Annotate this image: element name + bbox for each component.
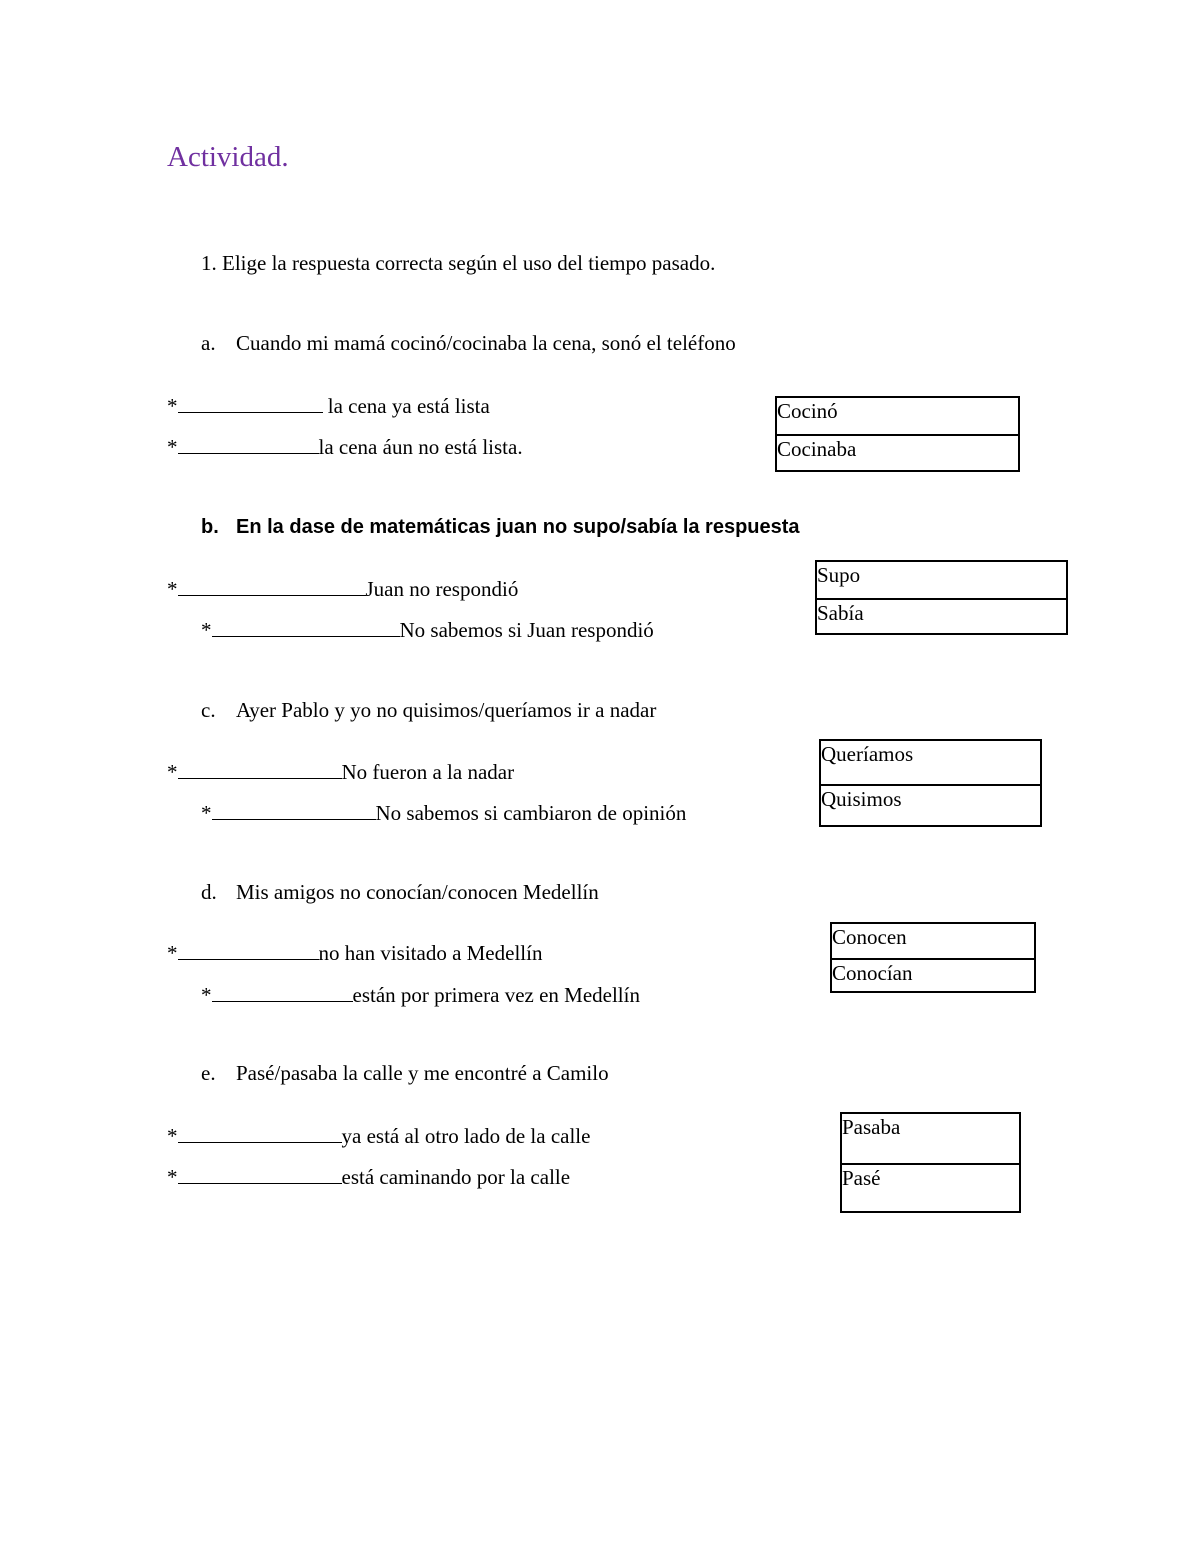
answer-blank[interactable]: [178, 1124, 342, 1143]
asterisk: *: [167, 394, 178, 418]
answer-blank[interactable]: [178, 1165, 342, 1184]
asterisk: *: [167, 1165, 178, 1189]
asterisk: *: [201, 618, 212, 642]
answer-text: no han visitado a Medellín: [318, 941, 543, 965]
answer-text: Juan no respondió: [365, 577, 519, 601]
answer-line: [201, 801, 686, 824]
question-letter: b.: [201, 516, 219, 538]
answer-text: ya está al otro lado de la calle: [341, 1124, 591, 1148]
asterisk: *: [167, 577, 178, 601]
answer-text: la cena áun no está lista.: [318, 435, 523, 459]
question-text: Ayer Pablo y yo no quisimos/queríamos ir a nadar: [236, 698, 657, 722]
answer-text: la cena ya está lista: [322, 394, 490, 418]
options-table: [830, 922, 1036, 993]
page-title: Actividad.: [167, 141, 289, 173]
asterisk: *: [201, 983, 212, 1007]
option-cell: Supo: [817, 563, 861, 587]
question-letter: e.: [201, 1061, 216, 1085]
answer-line: [167, 577, 518, 600]
answer-blank[interactable]: [212, 983, 353, 1002]
answer-text: No sabemos si Juan respondió: [399, 618, 654, 642]
question-d: [201, 882, 599, 903]
answer-line: [167, 1165, 570, 1188]
asterisk: *: [167, 760, 178, 784]
option-cell: Pasaba: [842, 1115, 901, 1139]
answer-blank[interactable]: [178, 760, 342, 779]
question-text: Cuando mi mamá cocinó/cocinaba la cena, sonó el teléfono: [236, 331, 736, 355]
answer-blank[interactable]: [178, 394, 323, 413]
option-cell: Queríamos: [821, 742, 914, 766]
question-a: [201, 333, 736, 354]
question-text: En la dase de matemáticas juan no supo/sabía la respuesta: [236, 516, 800, 538]
option-cell: Conocían: [832, 958, 1034, 991]
question-e: [201, 1063, 609, 1084]
options-table: [775, 396, 1020, 472]
question-text: Mis amigos no conocían/conocen Medellín: [236, 880, 599, 904]
options-table: [815, 560, 1068, 635]
answer-text: No sabemos si cambiaron de opinión: [375, 801, 687, 825]
question-letter: c.: [201, 698, 216, 722]
answer-line: [201, 618, 654, 641]
question-b: [201, 517, 800, 537]
asterisk: *: [167, 1124, 178, 1148]
answer-line: [167, 941, 542, 964]
option-cell: Cocinaba: [777, 434, 1018, 470]
option-cell: Quisimos: [821, 784, 1040, 825]
instruction: 1. Elige la respuesta correcta según el uso del tiempo pasado.: [201, 251, 716, 275]
answer-text: está caminando por la calle: [341, 1165, 571, 1189]
answer-line: [201, 983, 640, 1006]
options-table: [840, 1112, 1021, 1213]
answer-line: [167, 1124, 590, 1147]
question-letter: d.: [201, 880, 217, 904]
answer-blank[interactable]: [212, 801, 376, 820]
answer-line: [167, 435, 523, 458]
option-cell: Conocen: [832, 925, 907, 949]
asterisk: *: [167, 435, 178, 459]
question-letter: a.: [201, 331, 216, 355]
options-table: [819, 739, 1042, 827]
asterisk: *: [201, 801, 212, 825]
answer-blank[interactable]: [178, 435, 319, 454]
answer-text: están por primera vez en Medellín: [352, 983, 640, 1007]
question-text: Pasé/pasaba la calle y me encontré a Camilo: [236, 1061, 609, 1085]
answer-blank[interactable]: [178, 941, 319, 960]
option-cell: Pasé: [842, 1163, 1019, 1211]
answer-line: [167, 760, 514, 783]
option-cell: Sabía: [817, 598, 1066, 633]
option-cell: Cocinó: [777, 399, 838, 423]
question-c: [201, 700, 656, 721]
answer-blank[interactable]: [212, 618, 400, 637]
answer-line: [167, 394, 490, 417]
asterisk: *: [167, 941, 178, 965]
answer-blank[interactable]: [178, 577, 366, 596]
answer-text: No fueron a la nadar: [341, 760, 515, 784]
